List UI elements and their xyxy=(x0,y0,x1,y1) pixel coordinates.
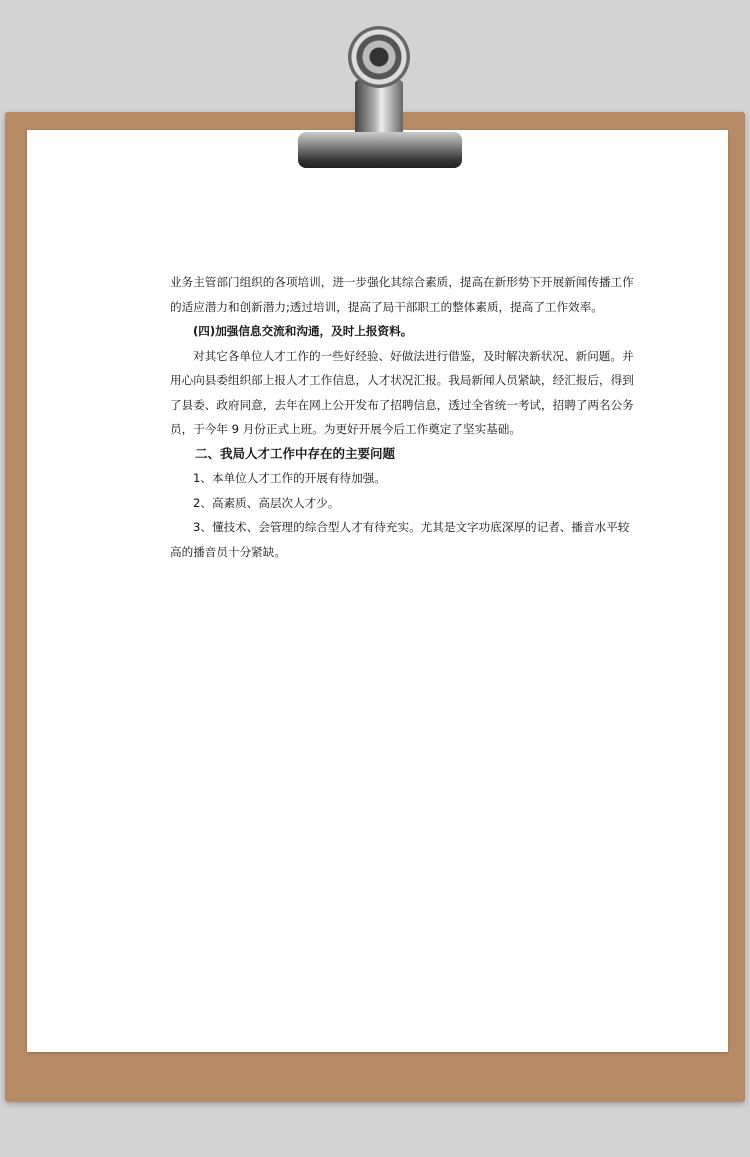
paragraph-line: 用心向县委组织部上报人才工作信息，人才状况汇报。我局新闻人员紧缺，经汇报后，得到 xyxy=(170,373,634,387)
paragraph-line: 的适应潜力和创新潜力;透过培训，提高了局干部职工的整体素质，提高了工作效率。 xyxy=(170,299,603,314)
list-item: 3、懂技术、会管理的综合型人才有待充实。尤其是文字功底深厚的记者、播音水平较 xyxy=(193,520,630,534)
section-heading: (四)加强信息交流和沟通，及时上报资料。 xyxy=(193,324,413,338)
document-page xyxy=(27,130,728,1052)
paragraph-line: 员，于今年 9 月份正式上班。为更好开展今后工作奠定了坚实基础。 xyxy=(170,422,521,436)
list-item: 1、本单位人才工作的开展有待加强。 xyxy=(193,471,386,485)
binder-clip-neck xyxy=(355,80,403,138)
binder-clip xyxy=(298,132,462,168)
paragraph-line: 业务主管部门组织的各项培训，进一步强化其综合素质，提高在新形势下开展新闻传播工作 xyxy=(170,275,634,289)
paragraph-line: 高的播音员十分紧缺。 xyxy=(170,544,286,559)
document-body xyxy=(170,270,634,564)
paragraph-line: 对其它各单位人才工作的一些好经验、好做法进行借鉴，及时解决新状况、新问题。并 xyxy=(193,348,634,363)
binder-clip-ring-icon xyxy=(348,26,410,88)
chapter-heading: 二、我局人才工作中存在的主要问题 xyxy=(195,445,396,461)
paragraph-line: 了县委、政府同意，去年在网上公开发布了招聘信息，透过全省统一考试，招聘了两名公务 xyxy=(170,397,634,412)
list-item: 2、高素质、高层次人才少。 xyxy=(193,495,340,510)
